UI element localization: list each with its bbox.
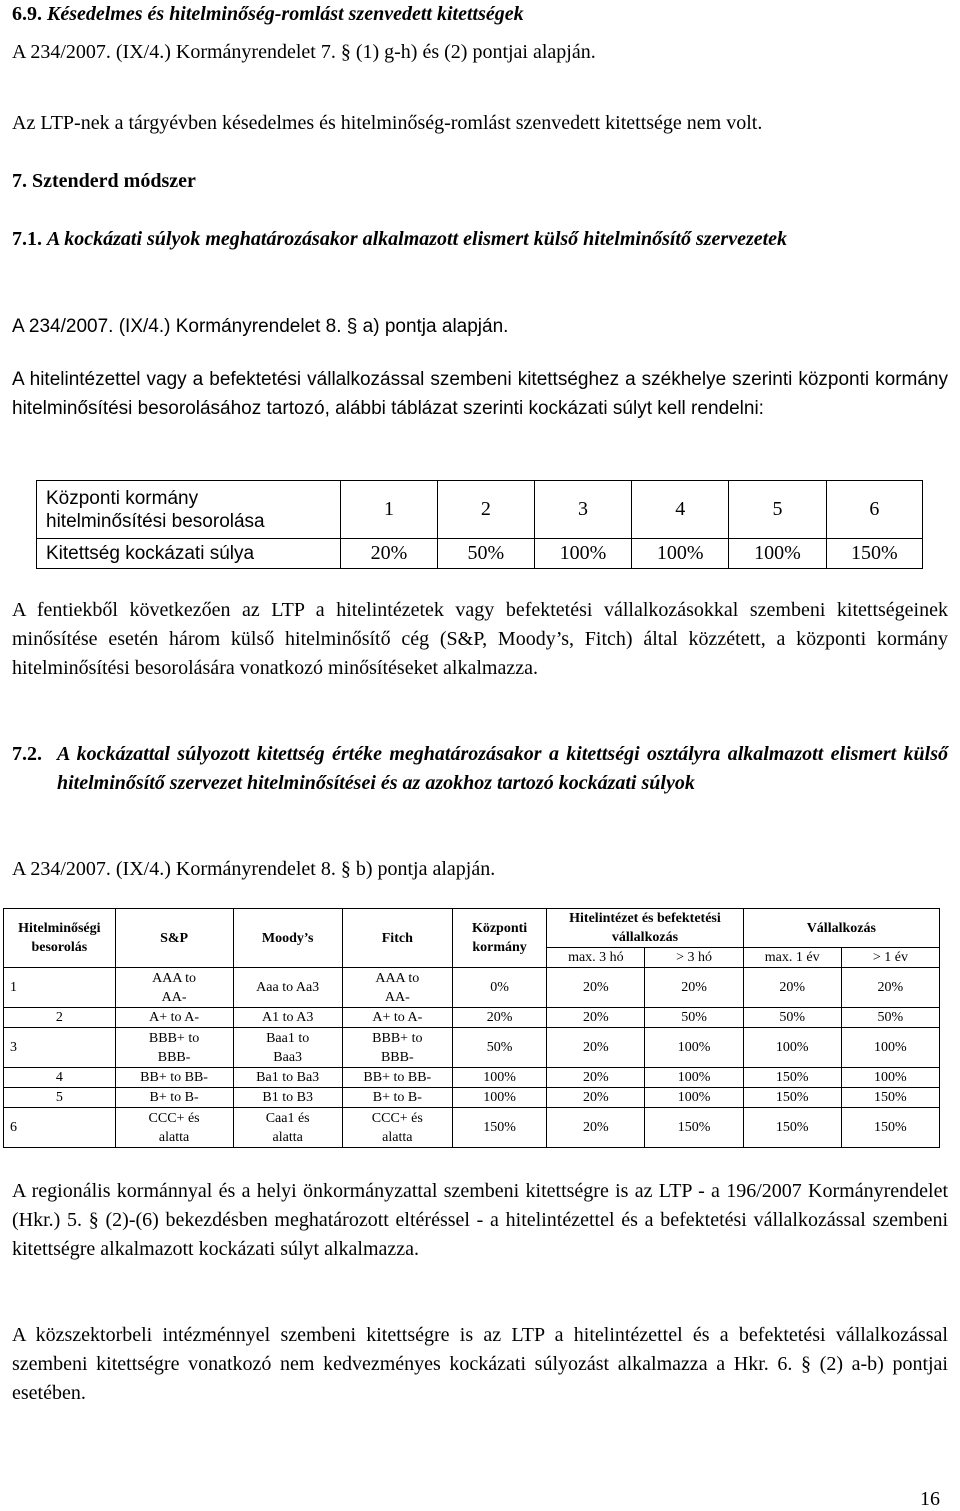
table-cell: 150% bbox=[841, 1108, 939, 1148]
header-cell: > 1 év bbox=[841, 948, 939, 968]
cell-line: AAA to bbox=[152, 970, 197, 986]
section-number: 7.2. bbox=[12, 743, 42, 765]
table-row bbox=[4, 909, 940, 948]
header-label: besorolás bbox=[31, 940, 88, 955]
cell-line: alatta bbox=[158, 1129, 190, 1145]
table-cell: 3 bbox=[4, 1028, 116, 1068]
table-cell: 50% bbox=[437, 539, 534, 569]
risk-weight-table bbox=[36, 480, 923, 569]
header-cell: Fitch bbox=[342, 909, 452, 968]
table-cell: A+ to A- bbox=[115, 1008, 233, 1028]
table-cell bbox=[342, 968, 452, 1008]
section-title: A kockázati súlyok meghatározásakor alkalmazott elismert külső hitelminősítő szervezetek bbox=[47, 228, 788, 250]
public-sector-paragraph: A közszektorbeli intézménnyel szembeni kitettségre is az LTP a hitelintézettel és a befektetési vállalkozással szembeni kitettségre vonatkozó nem kedvezményes kockázati súlyozást alkalmazza a Hkr. 6. § (2) a-b) pontjai esetében. bbox=[12, 1324, 948, 1404]
table-cell bbox=[115, 1028, 233, 1068]
table-cell: 100% bbox=[729, 539, 826, 569]
table-cell: 100% bbox=[534, 539, 631, 569]
header-cell: > 3 hó bbox=[645, 948, 743, 968]
table-cell: 20% bbox=[547, 1068, 645, 1088]
table-row bbox=[4, 1068, 940, 1088]
table-cell: 20% bbox=[340, 539, 437, 569]
table-cell: Ba1 to Ba3 bbox=[233, 1068, 342, 1088]
table-row bbox=[37, 539, 923, 569]
table-cell: 150% bbox=[826, 539, 922, 569]
table-cell: B1 to B3 bbox=[233, 1088, 342, 1108]
table-cell bbox=[37, 481, 341, 539]
table-cell: 6 bbox=[826, 481, 922, 539]
regional-government-paragraph: A regionális kormánnyal és a helyi önkormányzattal szembeni kitettségre is az LTP - a 196/2007 Kormányrendelet (Hkr.) 5. § (2)-(6) bekezdésben meghatározott eltéréssel - a hitelintézettel és a befektetési vállalkozással szembeni kitettségre alkalmazott kockázati súlyt alkalmazza. bbox=[12, 1180, 948, 1260]
table-cell: 100% bbox=[645, 1028, 743, 1068]
cell-line: BBB- bbox=[380, 1049, 414, 1065]
table-cell: 50% bbox=[743, 1008, 841, 1028]
header-label: Hitelintézet és befektetési bbox=[569, 911, 721, 926]
table-cell: 20% bbox=[452, 1008, 546, 1028]
table-cell: 150% bbox=[743, 1088, 841, 1108]
table-cell: Aaa to Aa3 bbox=[233, 968, 342, 1008]
table-cell: 2 bbox=[4, 1008, 116, 1028]
table-cell bbox=[342, 1028, 452, 1068]
section-7-2-reference: A 234/2007. (IX/4.) Kormányrendelet 8. § b) pontja alapján. bbox=[12, 858, 496, 880]
cell-line: alatta bbox=[382, 1129, 413, 1145]
table-cell: B+ to B- bbox=[342, 1088, 452, 1108]
table-cell: 20% bbox=[645, 968, 743, 1008]
section-title: Késedelmes és hitelminőség-romlást szenvedett kitettségek bbox=[47, 3, 524, 25]
section-number: 7.1. bbox=[12, 228, 42, 250]
section-6-9-reference: A 234/2007. (IX/4.) Kormányrendelet 7. § (1) g-h) és (2) pontjai alapján. bbox=[12, 41, 596, 63]
table-row bbox=[4, 968, 940, 1008]
cell-line: BBB- bbox=[157, 1049, 191, 1065]
table-cell bbox=[115, 968, 233, 1008]
table-cell: 20% bbox=[547, 1028, 645, 1068]
table-cell: 150% bbox=[743, 1108, 841, 1148]
cell-line: BBB+ to bbox=[148, 1030, 200, 1046]
header-label: vállalkozás bbox=[611, 930, 679, 945]
header-cell: max. 1 év bbox=[743, 948, 841, 968]
table-cell: 0% bbox=[452, 968, 546, 1008]
section-7-1-intro: A hitelintézettel vagy a befektetési vállalkozással szembeni kitettséghez a székhelye szerinti központi kormány hitelminősítési besorolásához tartozó, alábbi táblázat szerinti kockázati súlyt kell rendelni: bbox=[12, 369, 948, 419]
table-cell: B+ to B- bbox=[115, 1088, 233, 1108]
table-cell: 100% bbox=[452, 1088, 546, 1108]
table-cell: 150% bbox=[841, 1088, 939, 1108]
cell-line: alatta bbox=[272, 1129, 303, 1145]
page-number: 16 bbox=[920, 1488, 940, 1510]
cell-line: Baa1 to bbox=[266, 1030, 310, 1046]
table-cell: 20% bbox=[547, 968, 645, 1008]
table-row bbox=[4, 1088, 940, 1108]
section-title: A kockázattal súlyozott kitettség értéke meghatározásakor a kitettségi osztályra alkalmazott elismert külső hitelminősítő szervezet hitelminősítései és az azokhoz tartozó kockázati súlyok bbox=[57, 743, 948, 794]
cell-line: CCC+ és bbox=[148, 1110, 200, 1126]
table-cell: 150% bbox=[743, 1068, 841, 1088]
table-cell: 20% bbox=[743, 968, 841, 1008]
table-cell: 4 bbox=[632, 481, 729, 539]
table-cell bbox=[342, 1108, 452, 1148]
table-cell bbox=[115, 1108, 233, 1148]
table-cell: 100% bbox=[632, 539, 729, 569]
section-7-2-heading bbox=[12, 740, 948, 798]
cell-line: AA- bbox=[161, 989, 187, 1005]
section-7-1-reference: A 234/2007. (IX/4.) Kormányrendelet 8. § a) pontja alapján. bbox=[12, 316, 509, 337]
row-label: hitelminősítési besorolása bbox=[46, 510, 265, 532]
table-cell: A1 to A3 bbox=[233, 1008, 342, 1028]
cell-line: Caa1 és bbox=[265, 1110, 310, 1126]
cell-line: AAA to bbox=[375, 970, 420, 986]
cell-line: Baa3 bbox=[273, 1049, 303, 1065]
header-cell bbox=[4, 909, 116, 968]
table-cell: 20% bbox=[841, 968, 939, 1008]
header-cell bbox=[547, 909, 743, 948]
section-number: 6.9. bbox=[12, 3, 42, 25]
table-cell: 6 bbox=[4, 1108, 116, 1148]
table-cell: 100% bbox=[645, 1068, 743, 1088]
cell-line: BBB+ to bbox=[372, 1030, 423, 1046]
header-label: Hitelminőségi bbox=[18, 921, 101, 936]
table-cell: 150% bbox=[645, 1108, 743, 1148]
table-cell: 20% bbox=[547, 1108, 645, 1148]
table-cell: 20% bbox=[547, 1088, 645, 1108]
section-7-1-conclusion: A fentiekből következően az LTP a hitelintézetek vagy befektetési vállalkozásokkal szembeni kitettségeinek minősítése esetén három külső hitelminősítő cég (S&P, Moody’s, Fitch) által közzétett, a központi kormány hitelminősítési besorolására vonatkozó minősítéseket alkalmazza. bbox=[12, 599, 948, 679]
table-cell: BB+ to BB- bbox=[115, 1068, 233, 1088]
table-cell: 50% bbox=[645, 1008, 743, 1028]
header-cell bbox=[452, 909, 546, 968]
header-cell: max. 3 hó bbox=[547, 948, 645, 968]
table-cell: 1 bbox=[340, 481, 437, 539]
table-cell: Kitettség kockázati súlya bbox=[37, 539, 341, 569]
table-cell bbox=[233, 1028, 342, 1068]
header-cell: Vállalkozás bbox=[743, 909, 939, 948]
section-6-9-heading bbox=[12, 0, 948, 29]
table-cell: 4 bbox=[4, 1068, 116, 1088]
table-cell: 100% bbox=[841, 1028, 939, 1068]
table-row bbox=[4, 1028, 940, 1068]
table-cell: A+ to A- bbox=[342, 1008, 452, 1028]
rating-agency-table bbox=[3, 908, 940, 1148]
table-cell: 100% bbox=[841, 1068, 939, 1088]
header-cell: Moody’s bbox=[233, 909, 342, 968]
table-cell: 150% bbox=[452, 1108, 546, 1148]
table-cell: 50% bbox=[452, 1028, 546, 1068]
table-cell: 50% bbox=[841, 1008, 939, 1028]
cell-line: CCC+ és bbox=[371, 1110, 423, 1126]
table-row bbox=[4, 1108, 940, 1148]
table-cell: 5 bbox=[4, 1088, 116, 1108]
table-cell: 5 bbox=[729, 481, 826, 539]
table-cell: 20% bbox=[547, 1008, 645, 1028]
section-6-9-text: Az LTP-nek a tárgyévben késedelmes és hitelminőség-romlást szenvedett kitettsége nem volt. bbox=[12, 112, 763, 134]
table-cell: BB+ to BB- bbox=[342, 1068, 452, 1088]
table-row bbox=[37, 481, 923, 539]
table-cell: 2 bbox=[437, 481, 534, 539]
section-7-heading: 7. Sztenderd módszer bbox=[12, 170, 196, 192]
row-label: Központi kormány bbox=[46, 487, 199, 509]
cell-line: AA- bbox=[384, 989, 410, 1005]
header-label: Központi bbox=[471, 921, 528, 936]
table-cell: 100% bbox=[743, 1028, 841, 1068]
section-7-1-heading bbox=[12, 225, 948, 254]
table-cell bbox=[233, 1108, 342, 1148]
table-cell: 1 bbox=[4, 968, 116, 1008]
table-cell: 3 bbox=[534, 481, 631, 539]
table-cell: 100% bbox=[645, 1088, 743, 1108]
header-cell: S&P bbox=[115, 909, 233, 968]
header-label: kormány bbox=[472, 940, 527, 955]
table-cell: 100% bbox=[452, 1068, 546, 1088]
table-row bbox=[4, 1008, 940, 1028]
